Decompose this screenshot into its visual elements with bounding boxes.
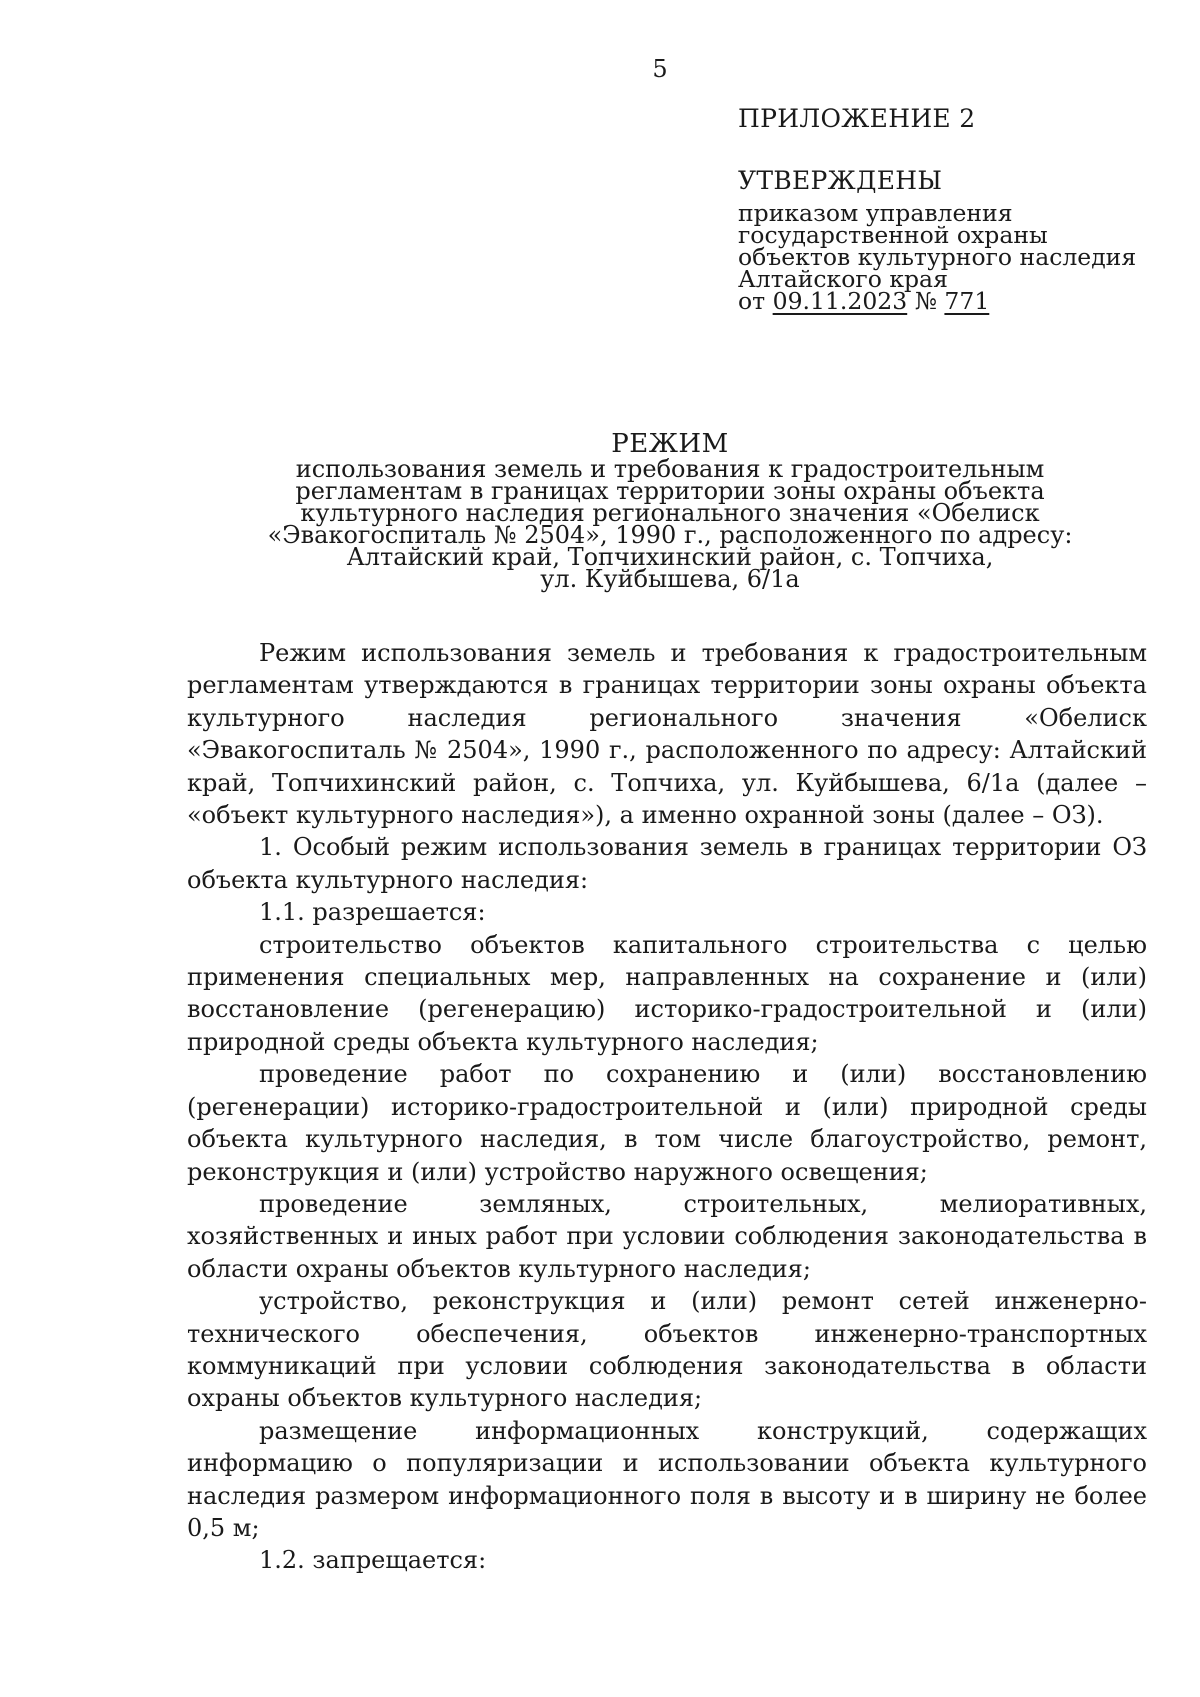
document-title: РЕЖИМ	[611, 429, 729, 459]
subtitle-line: ул. Куйбышева, 6/1а	[540, 565, 800, 593]
approved-label: УТВЕРЖДЕНЫ	[738, 166, 943, 195]
paragraph-item: строительство объектов капитального строительства с целью применения специальных мер, направленных на сохранение и (или) восстановление (регенерацию) историко-градостроительной и (или) природной среды объекта культурного наследия;	[187, 930, 1147, 1056]
appendix-label: ПРИЛОЖЕНИЕ 2	[738, 104, 976, 133]
page-number: 5	[652, 55, 668, 83]
approval-date-line	[738, 287, 1178, 315]
paragraph-item: устройство, реконструкция и (или) ремонт сетей инженерно-технического обеспечения, объектов инженерно-транспортных коммуникаций при условии соблюдения законодательства в области охраны объектов культурного наследия;	[187, 1287, 1147, 1413]
approval-date: 09.11.2023	[772, 287, 908, 315]
approval-line: приказом управления	[738, 199, 1013, 227]
approval-line: объектов культурного наследия	[738, 243, 1137, 271]
approval-block	[738, 104, 1178, 315]
subtitle-line: Алтайский край, Топчихинский район, с. Топчиха,	[346, 543, 994, 571]
date-prefix: от	[738, 287, 766, 315]
paragraph-intro: Режим использования земель и требования к градостроительным регламентам утверждаются в границах территории зоны охраны объекта культурного наследия регионального значения «Обелиск «Эвакогоспиталь № 2504», 1990 г., расположенного по адресу: Алтайский край, Топчихинский район, с. Топчиха, ул. Куйбышева, 6/1а (далее – «объект культурного наследия»), а именно охранной зоны (далее – ОЗ).	[187, 639, 1147, 830]
approval-number: 771	[944, 287, 990, 315]
approval-line: Алтайского края	[738, 265, 948, 293]
subtitle-line: культурного наследия регионального значения «Обелиск	[300, 499, 1040, 527]
paragraph-section-1-1: 1.1. разрешается:	[259, 898, 486, 927]
subtitle-line: «Эвакогоспиталь № 2504», 1990 г., расположенного по адресу:	[267, 521, 1073, 549]
paragraph-section-1: 1. Особый режим использования земель в границах территории ОЗ объекта культурного наследия:	[187, 833, 1147, 894]
document-title-block	[250, 429, 1090, 593]
subtitle-line: регламентам в границах территории зоны охраны объекта	[295, 477, 1045, 505]
approval-line: государственной охраны	[738, 221, 1048, 249]
paragraph-section-1-2: 1.2. запрещается:	[259, 1546, 487, 1575]
paragraph-item: размещение информационных конструкций, содержащих информацию о популяризации и использовании объекта культурного наследия размером информационного поля в высоту и в ширину не более 0,5 м;	[187, 1416, 1147, 1542]
number-sign: №	[914, 287, 937, 315]
document-body	[187, 637, 1147, 1577]
paragraph-item: проведение работ по сохранению и (или) восстановлению (регенерации) историко-градостроительной и (или) природной среды объекта культурного наследия, в том числе благоустройство, ремонт, реконструкция и (или) устройство наружного освещения;	[187, 1060, 1147, 1186]
subtitle-line: использования земель и требования к градостроительным	[295, 455, 1045, 483]
paragraph-item: проведение земляных, строительных, мелиоративных, хозяйственных и иных работ при условии соблюдения законодательства в области охраны объектов культурного наследия;	[187, 1189, 1147, 1283]
